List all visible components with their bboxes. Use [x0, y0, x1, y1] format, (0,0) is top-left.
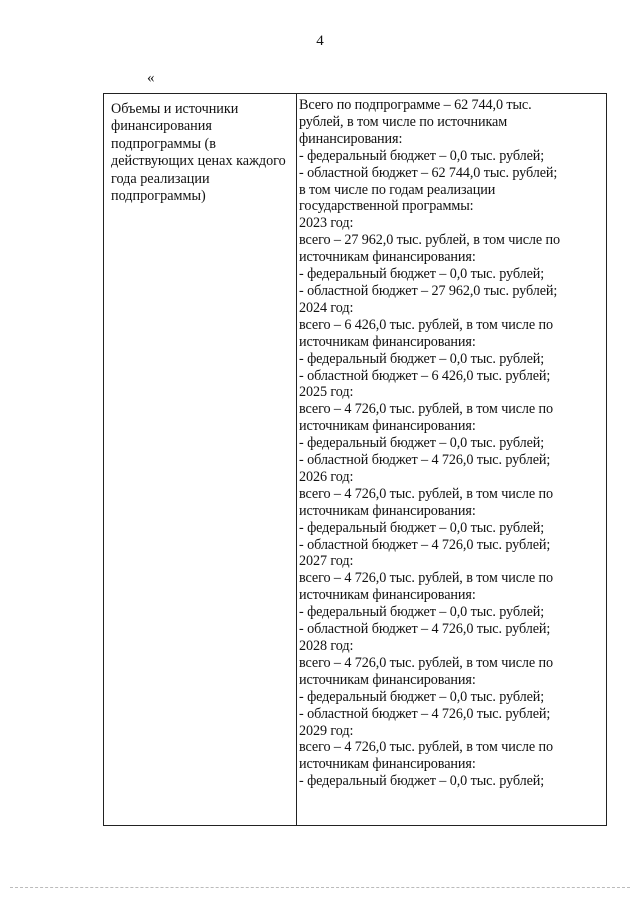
opening-quote-mark: «	[147, 70, 155, 86]
page-number: 4	[316, 33, 324, 49]
text-line: года реализации	[111, 170, 210, 187]
text-line: 2025 год:	[299, 384, 354, 401]
text-line: - областной бюджет – 27 962,0 тыс. рублей;	[299, 282, 558, 299]
text-line: 2028 год:	[299, 638, 354, 654]
text-line: - федеральный бюджет – 0,0 тыс. рублей;	[299, 147, 545, 164]
text-line: - федеральный бюджет – 0,0 тыс. рублей;	[299, 604, 545, 621]
text-line: 2026 год:	[299, 468, 354, 485]
text-line: - федеральный бюджет – 0,0 тыс. рублей;	[299, 435, 545, 452]
text-line: Объемы и источники	[111, 101, 239, 117]
text-line: 2023 год:	[299, 215, 354, 232]
text-line: источникам финансирования:	[299, 756, 476, 773]
financing-table	[103, 93, 607, 826]
text-line: - областной бюджет – 6 426,0 тыс. рублей;	[299, 367, 551, 384]
text-line: подпрограммы (в	[111, 135, 216, 152]
text-line: - федеральный бюджет – 0,0 тыс. рублей;	[299, 773, 545, 790]
text-line: 2024 год:	[299, 299, 354, 316]
text-line: - областной бюджет – 4 726,0 тыс. рублей;	[299, 536, 551, 553]
text-line: финансирования:	[299, 130, 403, 147]
text-line: - федеральный бюджет – 0,0 тыс. рублей;	[299, 688, 545, 705]
text-line: источникам финансирования:	[299, 587, 476, 604]
text-line: источникам финансирования:	[299, 418, 476, 435]
text-line: источникам финансирования:	[299, 249, 476, 266]
text-line: действующих ценах каждого	[111, 153, 286, 170]
text-line: государственной программы:	[299, 198, 474, 215]
table-label-cell	[104, 94, 297, 825]
text-line: 2027 год:	[299, 553, 354, 570]
text-line: источникам финансирования:	[299, 333, 476, 350]
text-line: всего – 4 726,0 тыс. рублей, в том числе по	[299, 654, 554, 671]
text-line: всего – 6 426,0 тыс. рублей, в том числе по	[299, 316, 554, 333]
scan-bottom-rule	[10, 887, 630, 888]
text-line: - областной бюджет – 62 744,0 тыс. рублей;	[299, 164, 558, 181]
text-line: - федеральный бюджет – 0,0 тыс. рублей;	[299, 519, 545, 536]
text-line: всего – 4 726,0 тыс. рублей, в том числе по	[299, 739, 554, 756]
text-line: всего – 4 726,0 тыс. рублей, в том числе по	[299, 485, 554, 502]
text-line: в том числе по годам реализации	[299, 181, 496, 198]
text-line: Всего по подпрограмме – 62 744,0 тыс.	[299, 97, 532, 113]
text-line: всего – 27 962,0 тыс. рублей, в том числе по	[299, 232, 561, 249]
table-value-cell	[297, 94, 606, 825]
text-line: - федеральный бюджет – 0,0 тыс. рублей;	[299, 266, 545, 283]
text-line: - областной бюджет – 4 726,0 тыс. рублей;	[299, 621, 551, 638]
text-line: - областной бюджет – 4 726,0 тыс. рублей;	[299, 705, 551, 722]
text-line: - областной бюджет – 4 726,0 тыс. рублей;	[299, 452, 551, 469]
text-line: 2029 год:	[299, 722, 354, 739]
text-line: - федеральный бюджет – 0,0 тыс. рублей;	[299, 350, 545, 367]
text-line: подпрограммы)	[111, 188, 206, 205]
text-line: источникам финансирования:	[299, 671, 476, 688]
text-line: всего – 4 726,0 тыс. рублей, в том числе по	[299, 570, 554, 587]
text-line: всего – 4 726,0 тыс. рублей, в том числе по	[299, 401, 554, 418]
text-line: рублей, в том числе по источникам	[299, 113, 508, 130]
text-line: источникам финансирования:	[299, 502, 476, 519]
text-line: финансирования	[111, 118, 212, 135]
